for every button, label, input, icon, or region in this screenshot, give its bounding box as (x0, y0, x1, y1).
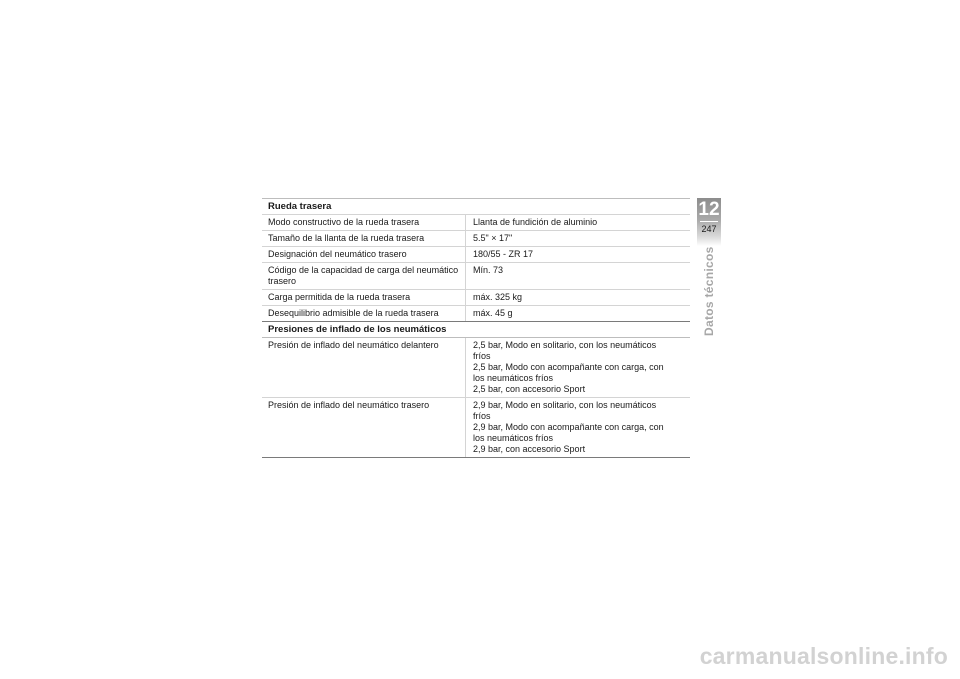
row-label: Presión de inflado del neumático delantero (268, 340, 439, 350)
row-label: Modo constructivo de la rueda trasera (268, 217, 420, 227)
table-row (262, 230, 690, 246)
row-value: máx. 325 kg (465, 290, 690, 305)
chapter-divider (700, 221, 718, 222)
chapter-tab (697, 198, 721, 246)
row-label: Tamaño de la llanta de la rueda trasera (268, 233, 425, 243)
row-value: Mín. 73 (465, 263, 690, 289)
table-row (262, 397, 690, 457)
table-row (262, 246, 690, 262)
table-row (262, 214, 690, 230)
row-label: Designación del neumático trasero (268, 249, 407, 259)
row-label: Desequilibrio admisible de la rueda trasera (268, 308, 439, 318)
chapter-title-text: Datos técnicos (702, 246, 716, 336)
table-row (262, 305, 690, 321)
row-label: Carga permitida de la rueda trasera (268, 292, 411, 302)
chapter-number: 12 (698, 199, 720, 220)
row-value: 180/55 - ZR 17 (465, 247, 690, 262)
chapter-title (699, 246, 719, 336)
row-value: 5.5" × 17" (465, 231, 690, 246)
table-bottom-rule (262, 457, 690, 458)
spec-table (262, 198, 690, 458)
row-value: 2,9 bar, Modo en solitario, con los neumáticos fríos 2,9 bar, Modo con acompañante con carga, con los neumáticos fríos 2,9 bar, con accesorio Sport (465, 398, 690, 457)
table-row (262, 338, 690, 397)
page-number: 247 (701, 224, 717, 234)
row-label: Presión de inflado del neumático trasero (268, 400, 430, 410)
row-label: Código de la capacidad de carga del neumático trasero (268, 265, 459, 286)
row-value: Llanta de fundición de aluminio (465, 215, 690, 230)
row-value: 2,5 bar, Modo en solitario, con los neumáticos fríos 2,5 bar, Modo con acompañante con carga, con los neumáticos fríos 2,5 bar, con accesorio Sport (465, 338, 690, 397)
table-row (262, 262, 690, 289)
section-title-tire-pressures: Presiones de inflado de los neumáticos (262, 321, 690, 338)
row-value: máx. 45 g (465, 306, 690, 321)
section-title-rear-wheel: Rueda trasera (268, 201, 332, 212)
table-row (262, 289, 690, 305)
watermark: carmanualsonline.info (699, 643, 948, 669)
